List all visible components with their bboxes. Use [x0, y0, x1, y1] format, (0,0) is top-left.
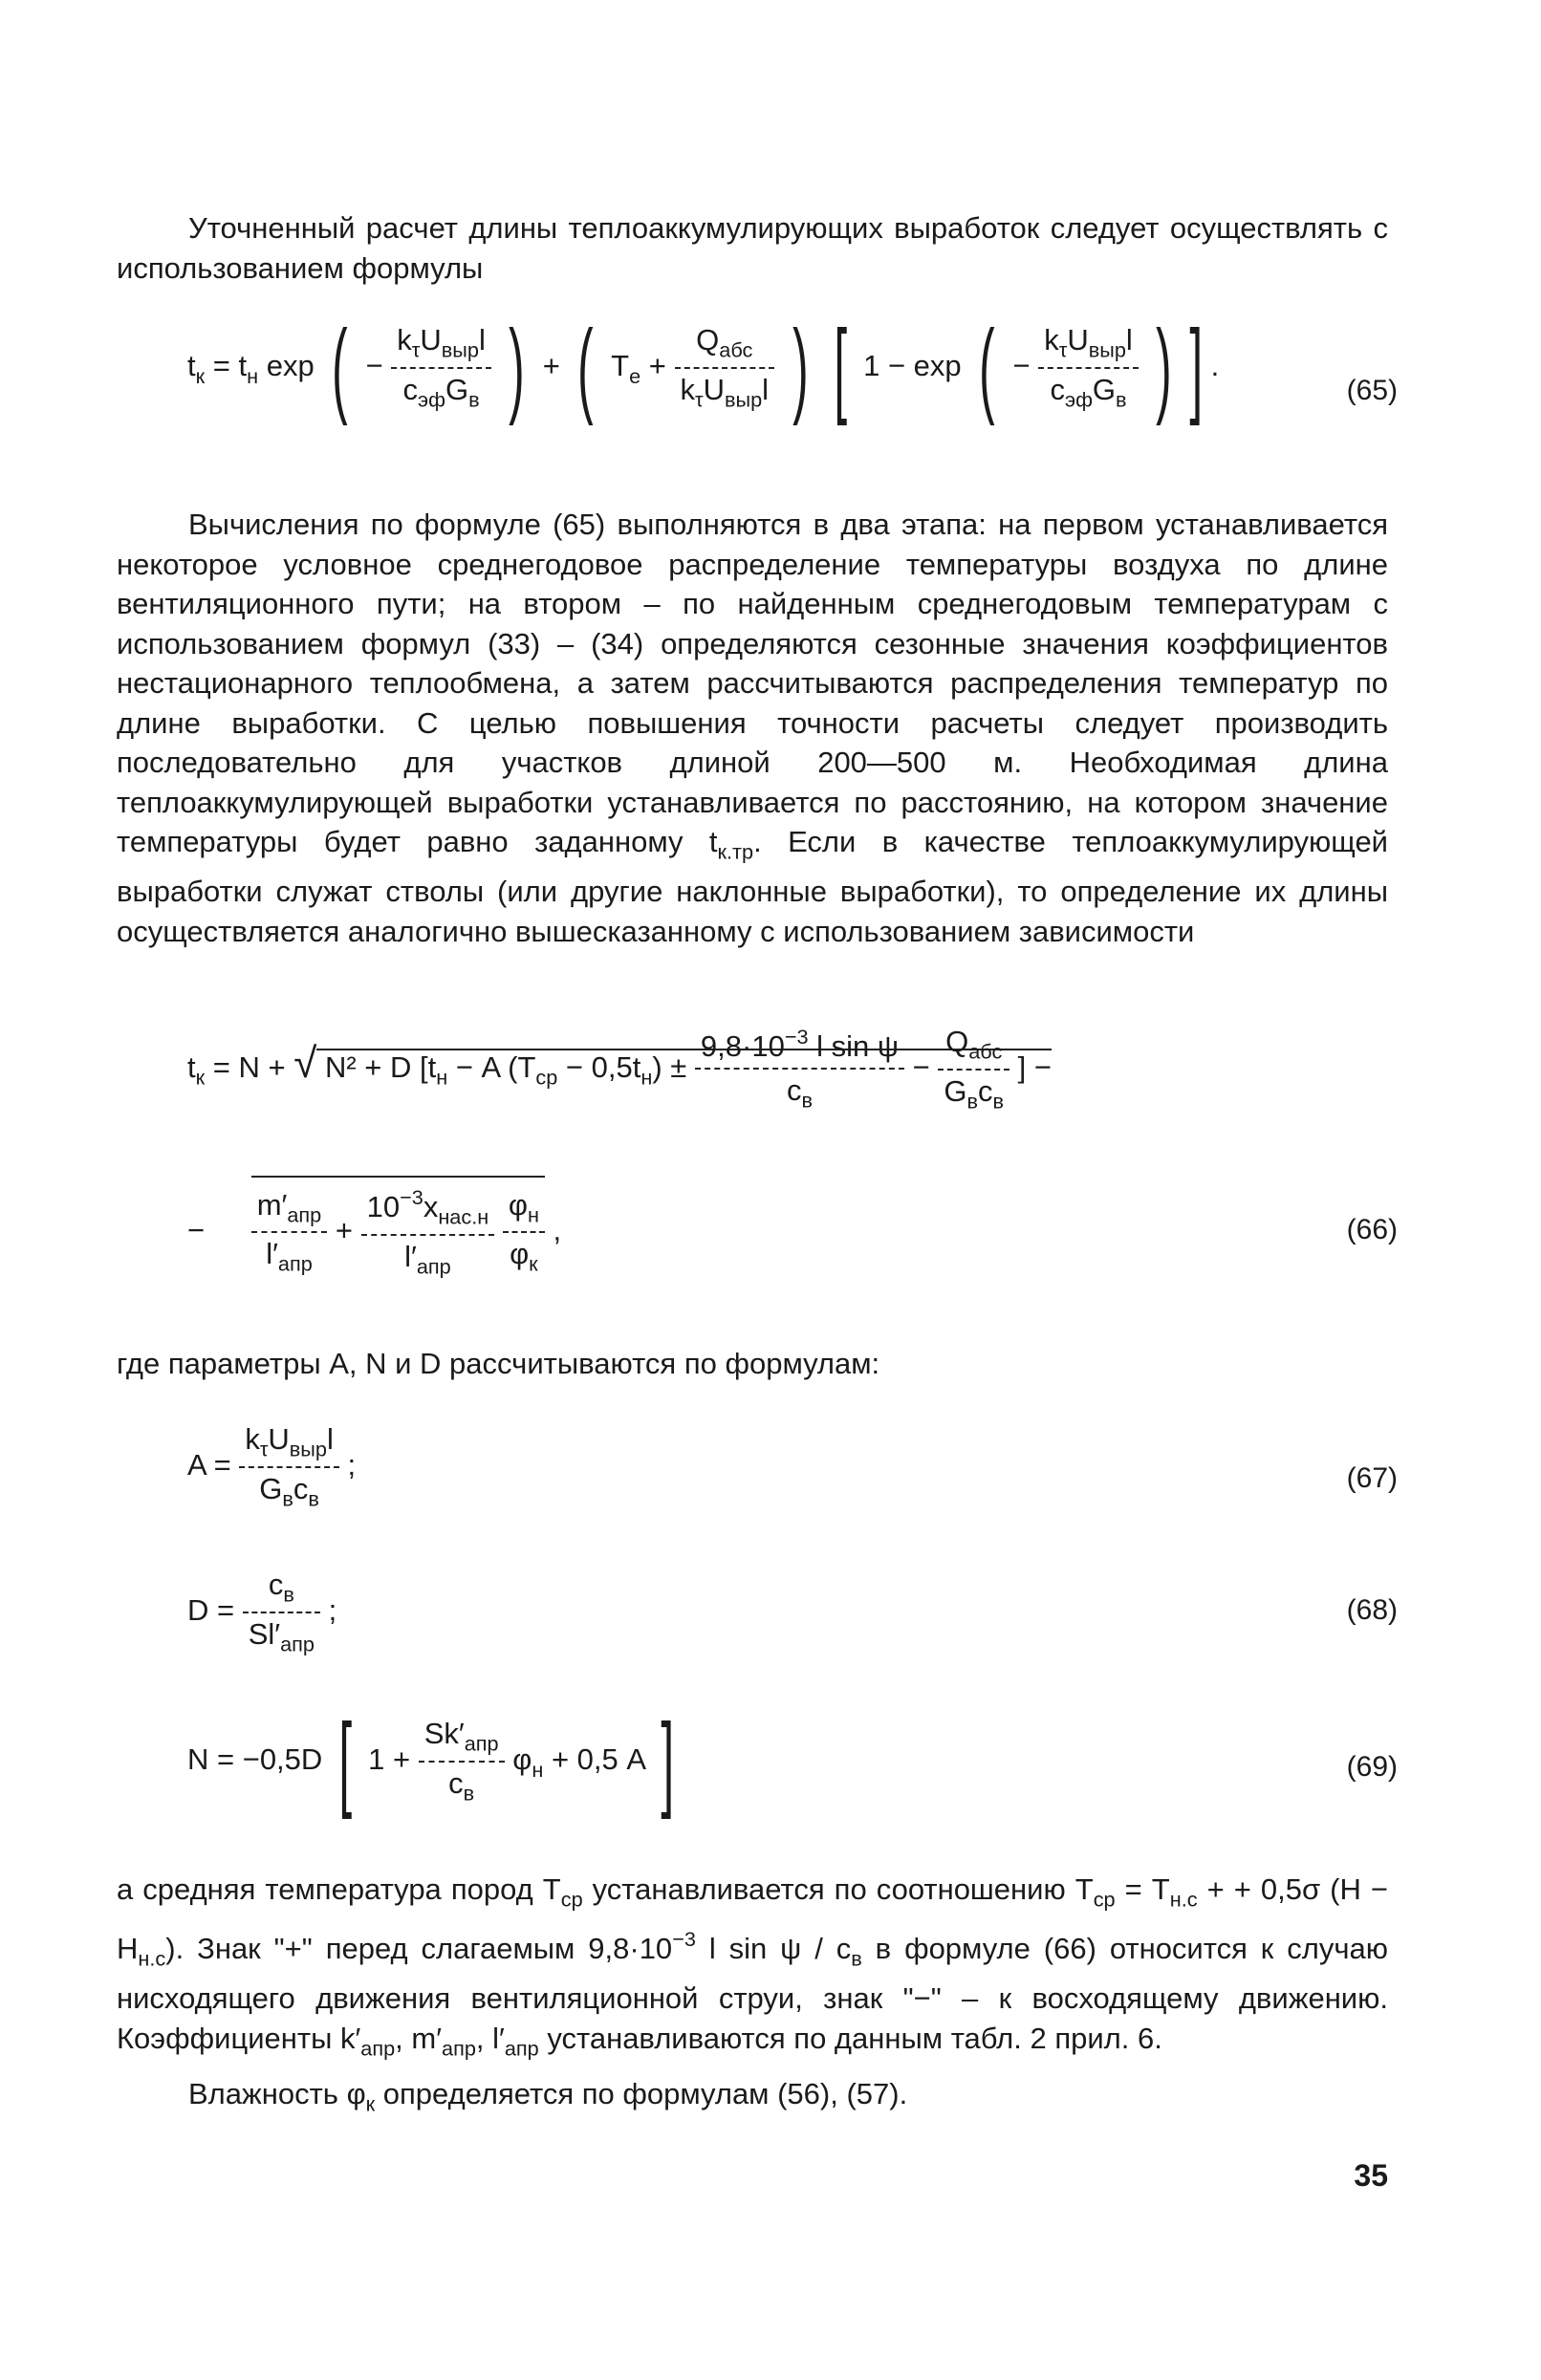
body-paragraph-2: [117, 1870, 1388, 2068]
where-paragraph: [117, 1344, 1388, 1384]
formula-65: $t_к = t_н$ exp ( − $\frac{k_\tau U_{выр}l}{c_{эф}G_в}$ ) + ( $T_е$ + $\frac{Q_{абс}}{k_\tau U_{выр}l}$ ) [ 1 − exp ( − $\frac{k_\tau U_{выр}l}{c_{эф}G_в}$ ) ] .: [187, 309, 1220, 426]
formula-66-line1: $t_к = N$ + √ N² + D [$t_н - A$ $(T_{ср} - 0,5t_н)$ ± $\frac{9,8\cdot 10^{-3} l \sin \psi}{c_в}$ − $\frac{Q_{абс}}{G_вc_в}$ ] −: [187, 1025, 1053, 1114]
intro-paragraph: [117, 208, 1388, 288]
eq-number-66: (66): [1346, 1214, 1398, 1245]
eq-number-68: (68): [1346, 1594, 1398, 1626]
formula-67: A = $\frac{k_\tau U_{выр}l}{G_вc_в}$ ;: [187, 1422, 357, 1511]
body-text-2: а средняя температура пород $T_{ср}$ устанавливается по соотношению $T_{ср} = T_{н.с}$ + + 0,5σ $(H - H_{н.с})$. Знак "+" перед слагаемым $9,8\cdot 10^{-3}$ l sin ψ / $c_в$ в формуле (66) относится к случаю нисходящего движения вентиляционной струи, знак "−" – к восходящему движению. Коэффициенты $k'_{апр}$, $m'_{апр}$, $l'_{апр}$ устанавливаются по данным табл. 2 прил. 6.: [117, 1872, 1389, 2061]
eq-number-69: (69): [1346, 1751, 1398, 1783]
page-number: 35: [1354, 2158, 1388, 2193]
formula-69: N = −0,5D [ 1 + $\frac{Sk'_{апр}}{c_в}$ $\varphi_н + 0,5$ A ]: [187, 1702, 675, 1820]
humidity-paragraph: Влажность $\varphi_к$ определяется по формулам (56), (57).: [188, 2077, 908, 2116]
body-text-1: Вычисления по формуле (65) выполняются в два этапа: на первом устанавливается некоторое условное среднегодовое распределение температуры воздуха по длине вентиляционного пути; на втором – по найденным среднегодовым температурам с использованием формул (33) – (34) определяются сезонные значения коэффициентов нестационарного теплообмена, а затем рассчитываются распределения температур по длине выработки. С целью повышения точности расчеты следует производить последовательно для участков длиной 200—500 м. Необходимая длина теплоаккумулирующей выработки устанавливается по расстоянию, на котором значение температуры будет равно заданному t: [117, 508, 1388, 858]
eq-number-67: (67): [1346, 1462, 1398, 1494]
eq-number-65: (65): [1346, 375, 1398, 406]
body-paragraph-1: Вычисления по формуле (65) выполняются в два этапа: на первом устанавливается некоторое условное среднегодовое распределение температуры воздуха по длине вентиляционного пути; на втором – по найденным среднегодовым температурам с использованием формул (33) – (34) определяются сезонные значения коэффициентов нестационарного теплообмена, а затем рассчитываются распределения температур по длине выработки. С целью повышения точности расчеты следует производить последовательно для участков длиной 200—500 м. Необходимая длина теплоаккумулирующей выработки устанавливается по расстоянию, на котором значение температуры будет равно заданному $t_{к.тр}$. Если в качестве теплоаккумулирующей выработки служат стволы (или другие наклонные выработки), то определение их длины осуществляется аналогично вышесказанному с использованием зависимости: [117, 508, 1388, 948]
formula-66-line2: − $\frac{m'_{апр}}{l'_{апр}}$ + $\frac{10^{-3}x_{нас.н}}{l'_{апр}}$ $\frac{\varphi_н}{\varphi_к}$ ,: [187, 1176, 561, 1279]
formula-68: D = $\frac{c_в}{Sl'_{апр}}$ ;: [187, 1568, 337, 1656]
intro-text: Уточненный расчет длины теплоаккумулирующих выработок следует осуществлять с использованием формулы: [117, 211, 1388, 285]
where-text: где параметры A, N и D рассчитываются по формулам:: [117, 1347, 880, 1380]
humidity-text: Влажность φ: [188, 2077, 366, 2110]
